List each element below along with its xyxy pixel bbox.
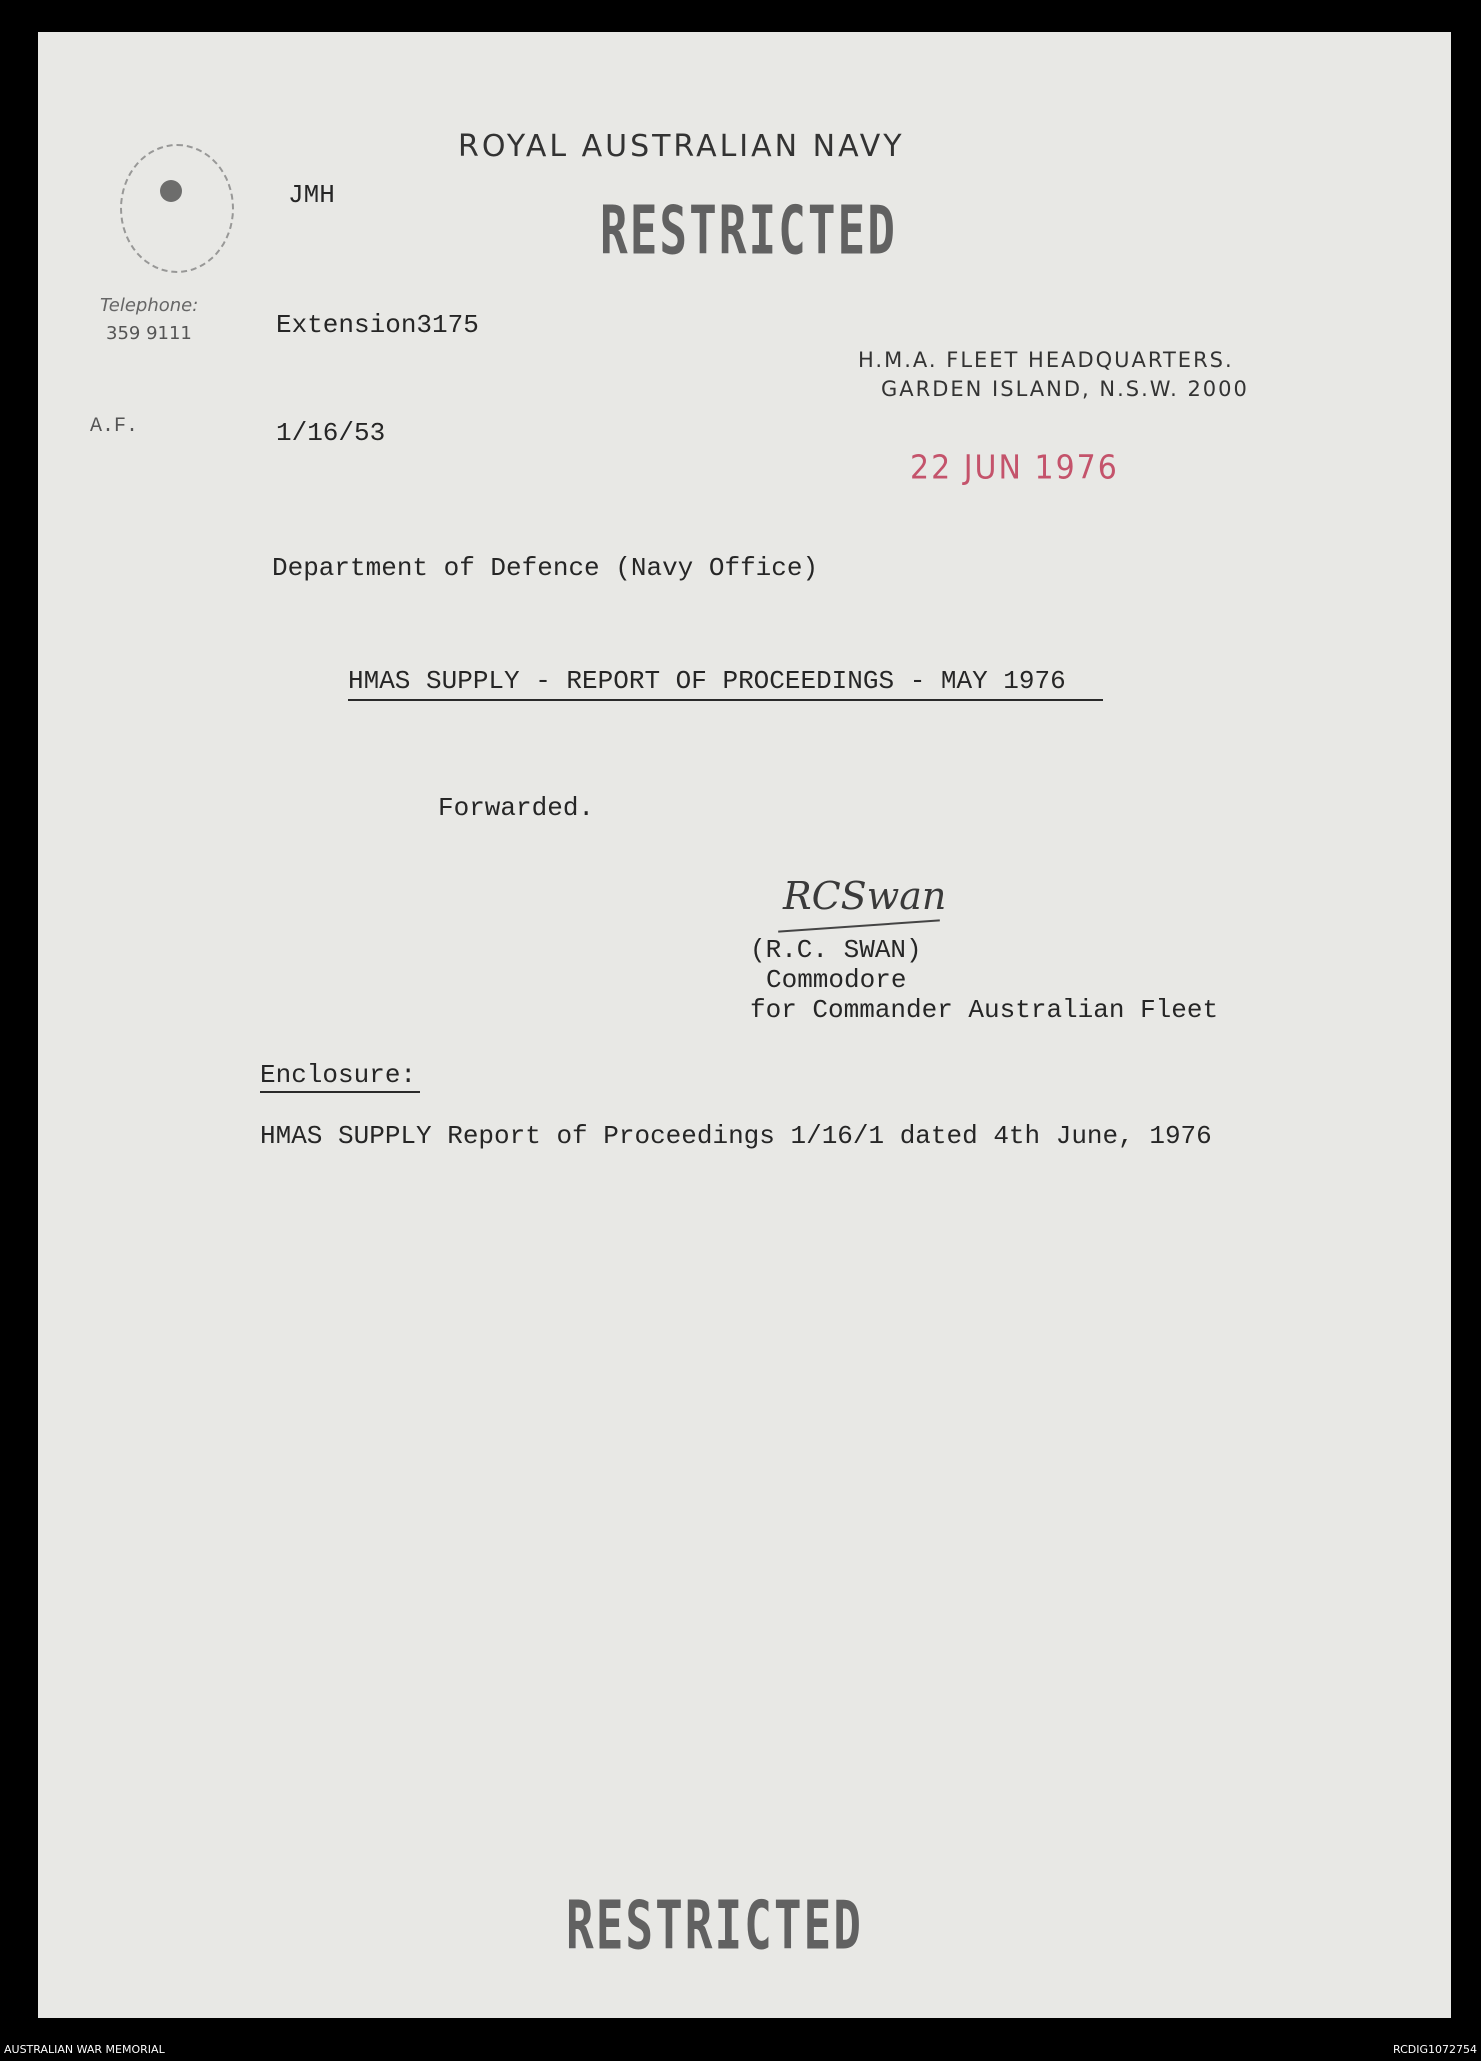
author-initials: JMH: [288, 180, 335, 210]
address-line-2: GARDEN ISLAND, N.S.W. 2000: [881, 377, 1249, 401]
enclosure-text: HMAS SUPPLY Report of Proceedings 1/16/1 dated 4th June, 1976: [260, 1121, 1212, 1151]
signatory-rank: Commodore: [766, 965, 907, 995]
document-page: [38, 32, 1451, 2018]
organisation-heading: ROYAL AUSTRALIAN NAVY: [458, 129, 905, 164]
enclosure-underline: [260, 1091, 420, 1093]
telephone-label: Telephone:: [100, 295, 199, 316]
telephone-number: 359 9111: [106, 323, 192, 344]
af-label: A.F.: [90, 415, 139, 438]
subject-line: HMAS SUPPLY - REPORT OF PROCEEDINGS - MAY 1976: [348, 666, 1066, 696]
message-text: Forwarded.: [438, 793, 595, 823]
extension: Extension3175: [276, 310, 479, 340]
address-line-1: H.M.A. FLEET HEADQUARTERS.: [858, 348, 1234, 372]
signature-stroke: [778, 919, 940, 932]
signature: RCSwan: [783, 874, 947, 918]
classification-stamp-bottom: RESTRICTED: [566, 1886, 863, 1965]
signatory-name: (R.C. SWAN): [750, 935, 922, 965]
addressee: Department of Defence (Navy Office): [272, 553, 819, 583]
enclosure-heading: Enclosure:: [260, 1060, 417, 1090]
footer-archive-name: AUSTRALIAN WAR MEMORIAL: [4, 2043, 165, 2056]
subject-underline: [348, 699, 1103, 701]
footer-record-id: RCDIG1072754: [1392, 2043, 1477, 2056]
signatory-role: for Commander Australian Fleet: [750, 995, 1219, 1025]
classification-stamp-top: RESTRICTED: [600, 191, 897, 270]
received-date-stamp: 22 JUN 1976: [910, 448, 1119, 488]
file-reference: 1/16/53: [276, 418, 386, 448]
navy-seal-icon: [120, 144, 234, 273]
